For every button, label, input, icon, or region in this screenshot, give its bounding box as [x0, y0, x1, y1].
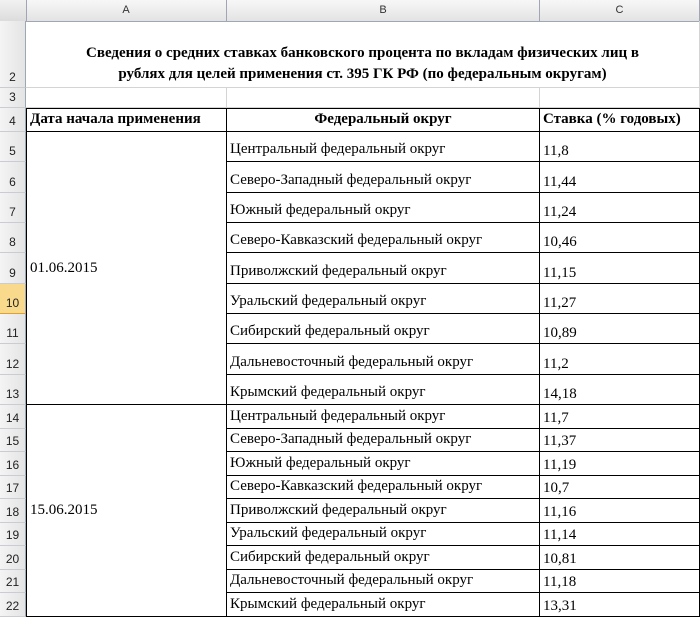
rate-cell[interactable]: 10,46 [540, 223, 700, 253]
row-header[interactable]: 4 [0, 108, 26, 132]
row-header[interactable]: 17 [0, 476, 26, 499]
row-header[interactable]: 14 [0, 405, 26, 429]
rate-cell[interactable]: 11,7 [540, 405, 700, 429]
district-cell[interactable]: Сибирский федеральный округ [227, 546, 540, 570]
rate-cell[interactable]: 11,19 [540, 452, 700, 476]
row-header[interactable]: 12 [0, 344, 26, 375]
rate-cell[interactable]: 11,8 [540, 132, 700, 162]
district-cell[interactable]: Северо-Западный федеральный округ [227, 429, 540, 452]
rate-cell[interactable]: 11,27 [540, 284, 700, 314]
district-cell[interactable]: Сибирский федеральный округ [227, 314, 540, 344]
rate-cell[interactable]: 11,16 [540, 499, 700, 523]
rate-cell[interactable]: 11,24 [540, 193, 700, 223]
row-header[interactable]: 20 [0, 546, 26, 570]
rate-cell[interactable]: 10,89 [540, 314, 700, 344]
rate-cell[interactable]: 11,37 [540, 429, 700, 452]
row-header[interactable]: 19 [0, 523, 26, 546]
cell-a3[interactable] [26, 88, 227, 108]
row-header[interactable]: 10 [0, 284, 26, 314]
row-header[interactable]: 15 [0, 429, 26, 452]
row-header[interactable]: 6 [0, 162, 26, 193]
title-line-1: Сведения о средних ставках банковского процента по вкладам физических лиц в [86, 45, 639, 61]
cell-b3[interactable] [227, 88, 540, 108]
date-cell[interactable]: 01.06.2015 [26, 132, 227, 405]
district-cell[interactable]: Южный федеральный округ [227, 452, 540, 476]
district-cell[interactable]: Крымский федеральный округ [227, 375, 540, 405]
district-cell[interactable]: Уральский федеральный округ [227, 523, 540, 546]
date-cell[interactable]: 15.06.2015 [26, 405, 227, 617]
header-rate[interactable]: Ставка (% годовых) [540, 108, 700, 132]
rate-cell[interactable]: 11,15 [540, 253, 700, 284]
rate-cell[interactable]: 11,14 [540, 523, 700, 546]
rate-cell[interactable]: 14,18 [540, 375, 700, 405]
district-cell[interactable]: Дальневосточный федеральный округ [227, 570, 540, 593]
row-header[interactable]: 13 [0, 375, 26, 405]
rate-cell[interactable]: 13,31 [540, 593, 700, 617]
district-cell[interactable]: Приволжский федеральный округ [227, 253, 540, 284]
district-cell[interactable]: Центральный федеральный округ [227, 132, 540, 162]
district-cell[interactable]: Дальневосточный федеральный округ [227, 344, 540, 375]
row-header[interactable]: 21 [0, 570, 26, 593]
header-date[interactable]: Дата начала применения [26, 108, 227, 132]
row-header[interactable]: 7 [0, 193, 26, 223]
rate-cell[interactable]: 10,7 [540, 476, 700, 499]
district-cell[interactable]: Крымский федеральный округ [227, 593, 540, 617]
district-cell[interactable]: Уральский федеральный округ [227, 284, 540, 314]
row-header[interactable]: 9 [0, 253, 26, 284]
district-cell[interactable]: Приволжский федеральный округ [227, 499, 540, 523]
row-header[interactable]: 22 [0, 593, 26, 617]
column-header-a[interactable]: A [26, 0, 227, 21]
row-header[interactable]: 16 [0, 452, 26, 476]
row-header[interactable]: 2 [0, 21, 26, 88]
column-header-b[interactable]: B [227, 0, 540, 21]
row-header[interactable]: 11 [0, 314, 26, 344]
rate-cell[interactable]: 11,18 [540, 570, 700, 593]
select-all-corner[interactable] [0, 0, 27, 21]
district-cell[interactable]: Северо-Западный федеральный округ [227, 162, 540, 193]
column-header-bar [0, 0, 700, 22]
header-district[interactable]: Федеральный округ [227, 108, 540, 132]
column-header-c[interactable]: C [540, 0, 700, 21]
row-header[interactable]: 8 [0, 223, 26, 253]
title-line-2: рублях для целей применения ст. 395 ГК РФ (по федеральным округам) [118, 66, 607, 82]
row-header[interactable]: 5 [0, 132, 26, 162]
row-header[interactable]: 3 [0, 88, 26, 108]
rate-cell[interactable]: 11,44 [540, 162, 700, 193]
row-header[interactable]: 18 [0, 499, 26, 523]
district-cell[interactable]: Центральный федеральный округ [227, 405, 540, 429]
district-cell[interactable]: Северо-Кавказский федеральный округ [227, 476, 540, 499]
cell-c3[interactable] [540, 88, 700, 108]
rate-cell[interactable]: 10,81 [540, 546, 700, 570]
district-cell[interactable]: Северо-Кавказский федеральный округ [227, 223, 540, 253]
sheet-title[interactable] [26, 21, 700, 88]
district-cell[interactable]: Южный федеральный округ [227, 193, 540, 223]
rate-cell[interactable]: 11,2 [540, 344, 700, 375]
